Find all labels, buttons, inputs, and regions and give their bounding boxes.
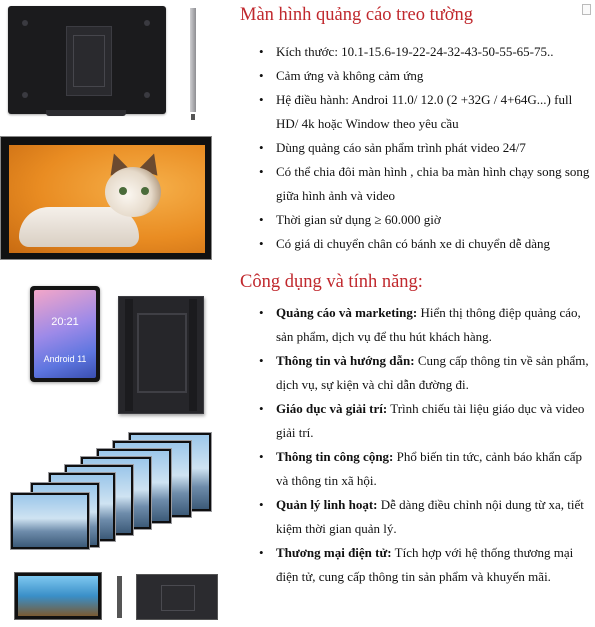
feature-item [258,397,594,445]
monitor-side-foot [191,114,195,120]
mount-bracket [137,313,187,393]
feature-label: Thông tin và hướng dẫn: [276,353,415,368]
spec-item: • Hệ điều hành: Androi 11.0/ 12.0 (2 +32G / 4+64G...) full HD/ 4k hoặc Window theo yêu cầu [258,88,594,136]
vesa-mount-plate [66,26,112,96]
portrait-tablet-image [30,286,100,382]
feature-label: Giáo dục và giải trí: [276,401,388,416]
portrait-tablet-screen [34,290,96,378]
portrait-clock-text: 20:21 [51,316,79,328]
screw-hole [22,92,28,98]
feature-label: Thông tin công cộng: [276,449,394,464]
product-title: Màn hình quảng cáo treo tường [240,5,474,25]
feature-item [258,301,594,349]
feature-label: Quản lý linh hoạt: [276,497,378,512]
mount-rail [189,299,197,411]
feature-text: Dễ dàng điều chỉnh nội dung từ xa, tiết kiệm thời gian quản lý. [276,497,584,536]
monitor-back-image [8,6,166,114]
spec-item: • Có giá di chuyển chân có bánh xe di chuyển dễ dàng [258,232,594,256]
cat-eye-shape [141,187,149,195]
landscape-thumbnail-image [14,572,102,620]
feature-text: Cung cấp thông tin về sản phẩm, dịch vụ, sự kiện và chỉ dẫn đường đi. [276,353,589,392]
portrait-os-text: Android 11 [43,354,87,364]
cat-photo [9,145,205,253]
features-list [258,301,594,589]
cat-head-shape [105,167,161,217]
feature-label: Thương mại điện tử: [276,545,392,560]
feature-text: Tích hợp với hệ thống thương mại điện tử, cung cấp thông tin sản phẩm và khuyến mãi. [276,545,574,584]
feature-label: Quảng cáo và marketing: [276,305,418,320]
feature-text: Trình chiếu tài liệu giáo dục và video giải trí. [276,401,585,440]
feature-item [258,541,594,589]
screw-hole [144,92,150,98]
back-panel-thumbnail [136,574,218,620]
screen-sizes-lineup-image [8,432,214,552]
feature-item [258,349,594,397]
screw-hole [22,20,28,26]
mount-rail [125,299,133,411]
feature-item [258,493,594,541]
feature-item [258,445,594,493]
spec-item: • Có thể chia đôi màn hình , chia ba màn hình chạy song song giữa hình ảnh và video [258,160,594,208]
page-corner-icon [582,4,591,15]
spec-list [258,40,594,256]
feature-text: Phổ biến tin tức, cảnh báo khẩn cấp và thông tin xã hội. [276,449,583,488]
feature-text: Hiển thị thông điệp quảng cáo, sản phẩm, dịch vụ để thu hút khách hàng. [276,305,581,344]
cat-screen-display-image [0,136,212,260]
screw-hole [144,20,150,26]
monitor-bottom-edge [46,110,126,116]
lineup-monitor [10,492,90,550]
spec-item: • Thời gian sử dụng ≥ 60.000 giờ [258,208,594,232]
cat-eye-shape [119,187,127,195]
spec-item: • Kích thước: 10.1-15.6-19-22-24-32-43-50-55-65-75.. [258,40,594,64]
portrait-back-image [118,296,204,414]
features-title: Công dụng và tính năng: [240,272,423,292]
thumbnail-screen [18,576,98,616]
spec-item: • Dùng quảng cáo sản phẩm trình phát video 24/7 [258,136,594,160]
monitor-side-view-image [190,8,196,112]
back-panel-plate [161,585,195,611]
thin-side-thumbnail [117,576,122,618]
spec-item: • Cảm ứng và không cảm ứng [258,64,594,88]
